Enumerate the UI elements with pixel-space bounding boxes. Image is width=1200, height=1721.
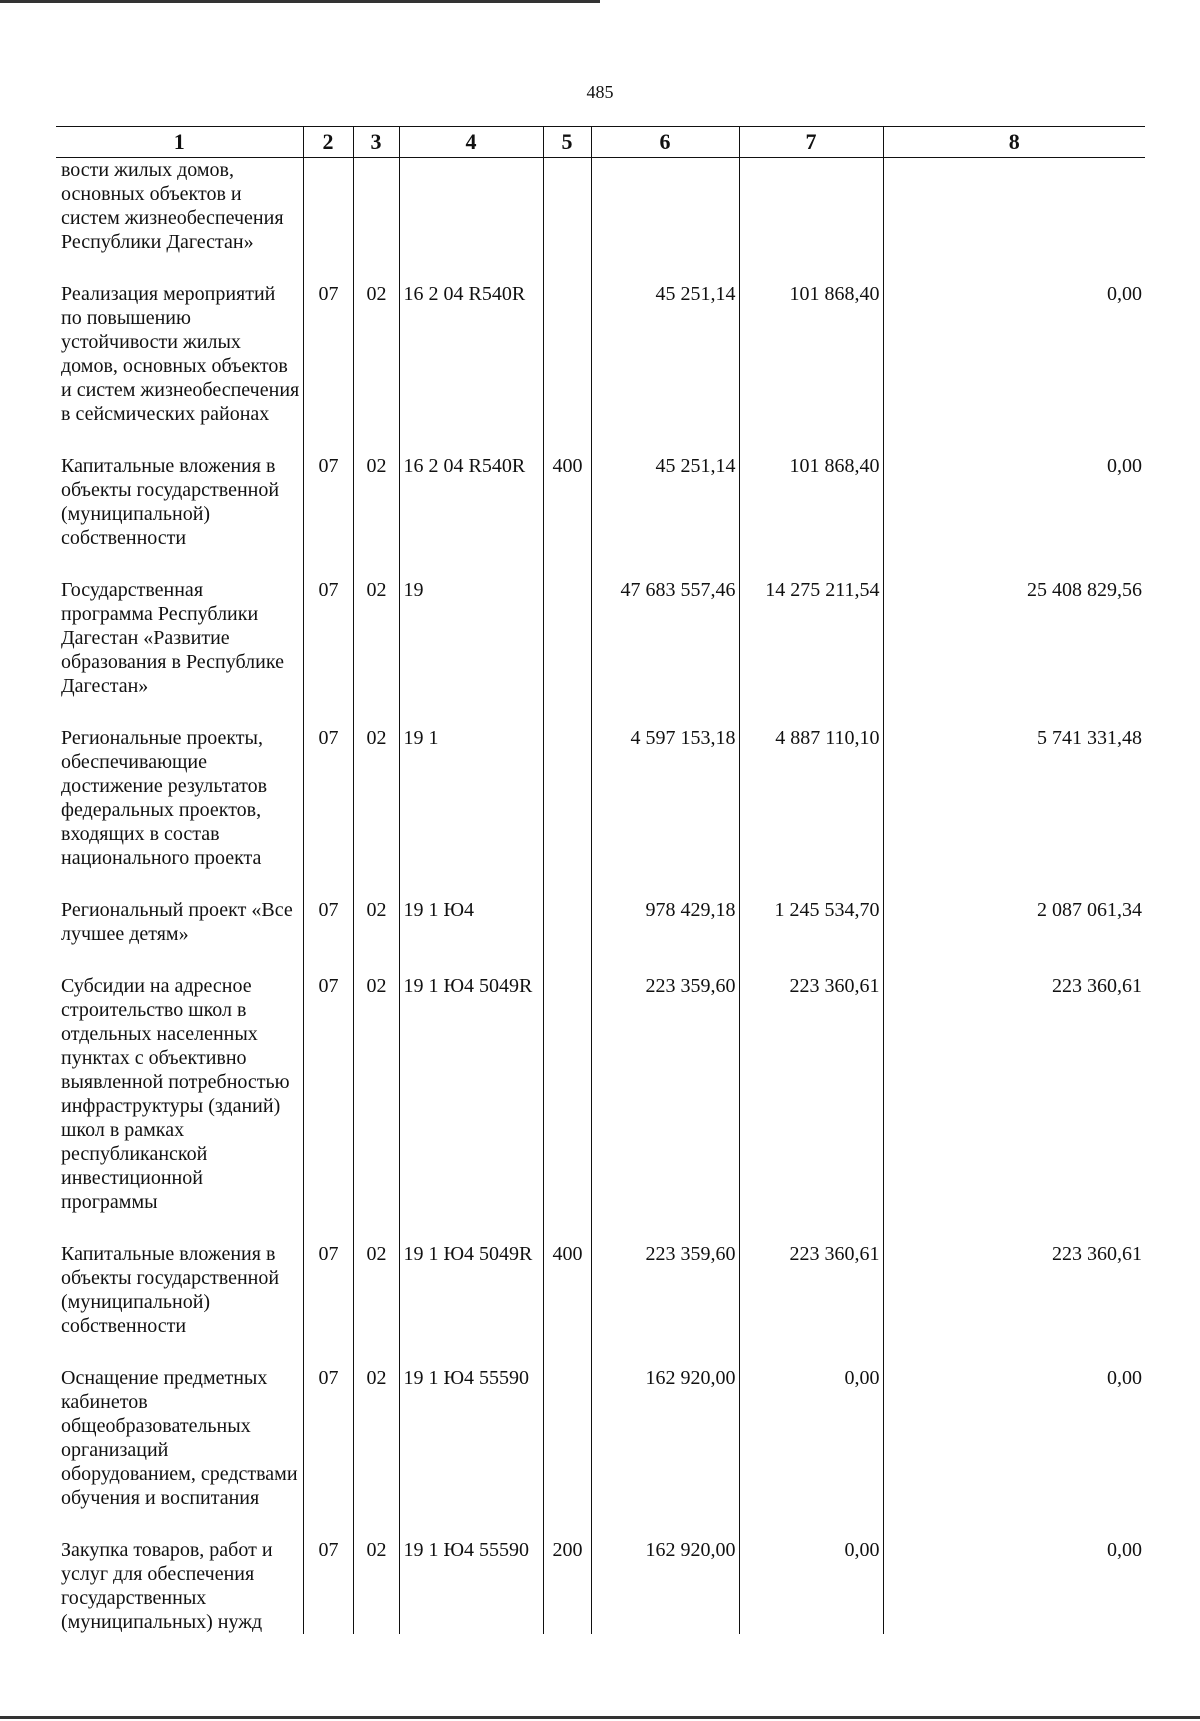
spacer-cell	[739, 698, 883, 726]
column-header-3: 3	[353, 127, 399, 158]
row-amount-col8: 2 087 061,34	[883, 898, 1145, 946]
spacer-cell	[399, 1338, 543, 1366]
spacer-cell	[591, 870, 739, 898]
spacer-cell	[353, 946, 399, 974]
spacer-cell	[543, 698, 591, 726]
row-spacer	[56, 1214, 1145, 1242]
spacer-cell	[739, 1338, 883, 1366]
table-row	[56, 974, 1145, 1214]
row-target-code: 19 1 Ю4 5049R	[399, 1242, 543, 1338]
spacer-cell	[543, 254, 591, 282]
spacer-cell	[739, 426, 883, 454]
spacer-cell	[399, 870, 543, 898]
spacer-cell	[353, 698, 399, 726]
row-spacer	[56, 550, 1145, 578]
row-section: 07	[303, 282, 353, 426]
row-spacer	[56, 870, 1145, 898]
column-header-4: 4	[399, 127, 543, 158]
row-amount-col7: 223 360,61	[739, 974, 883, 1214]
row-amount-col7: 0,00	[739, 1366, 883, 1510]
row-section: 07	[303, 726, 353, 870]
spacer-cell	[883, 870, 1145, 898]
row-section: 07	[303, 1242, 353, 1338]
table-row	[56, 158, 1145, 255]
row-expense-type: 400	[543, 454, 591, 550]
row-section: 07	[303, 1366, 353, 1510]
row-amount-col8: 0,00	[883, 454, 1145, 550]
spacer-cell	[591, 550, 739, 578]
spacer-cell	[353, 550, 399, 578]
row-subsection: 02	[353, 1538, 399, 1634]
table-body	[56, 158, 1145, 1635]
row-name: Субсидии на адресное строительство школ в отдельных населенных пунктах с объективно выявленной потребностью инфраструктуры (зданий) школ в рамках республиканской инвестиционной программы	[56, 974, 303, 1214]
column-header-1: 1	[56, 127, 303, 158]
page-number: 485	[586, 82, 614, 102]
row-target-code: 16 2 04 R540R	[399, 454, 543, 550]
spacer-cell	[543, 426, 591, 454]
row-spacer	[56, 1338, 1145, 1366]
row-amount-col7: 101 868,40	[739, 454, 883, 550]
row-target-code: 19	[399, 578, 543, 698]
row-name: Оснащение предметных кабинетов общеобразовательных организаций оборудованием, средствами обучения и воспитания	[56, 1366, 303, 1510]
spacer-cell	[399, 946, 543, 974]
spacer-cell	[739, 1510, 883, 1538]
row-amount-col7: 0,00	[739, 1538, 883, 1634]
row-spacer	[56, 426, 1145, 454]
row-amount-col8: 223 360,61	[883, 974, 1145, 1214]
column-header-2: 2	[303, 127, 353, 158]
spacer-cell	[303, 254, 353, 282]
row-name: Капитальные вложения в объекты государственной (муниципальной) собственности	[56, 454, 303, 550]
spacer-cell	[56, 1510, 303, 1538]
spacer-cell	[739, 946, 883, 974]
row-expense-type	[543, 974, 591, 1214]
spacer-cell	[739, 1214, 883, 1242]
row-amount-col6: 223 359,60	[591, 974, 739, 1214]
row-expense-type: 200	[543, 1538, 591, 1634]
row-amount-col8: 25 408 829,56	[883, 578, 1145, 698]
row-target-code: 16 2 04 R540R	[399, 282, 543, 426]
table-row	[56, 454, 1145, 550]
table-row	[56, 1538, 1145, 1634]
spacer-cell	[303, 1338, 353, 1366]
spacer-cell	[56, 1214, 303, 1242]
row-expense-type	[543, 158, 591, 255]
row-target-code: 19 1 Ю4 55590	[399, 1538, 543, 1634]
row-amount-col8: 0,00	[883, 1366, 1145, 1510]
spacer-cell	[543, 550, 591, 578]
spacer-cell	[591, 1214, 739, 1242]
row-subsection: 02	[353, 578, 399, 698]
spacer-cell	[883, 1214, 1145, 1242]
row-subsection	[353, 158, 399, 255]
spacer-cell	[739, 870, 883, 898]
column-header-7: 7	[739, 127, 883, 158]
row-section: 07	[303, 898, 353, 946]
row-target-code	[399, 158, 543, 255]
row-name: вости жилых домов, основных объектов и систем жизнеобеспечения Республики Дагестан»	[56, 158, 303, 255]
spacer-cell	[883, 550, 1145, 578]
row-amount-col7	[739, 158, 883, 255]
row-name: Закупка товаров, работ и услуг для обеспечения государственных (муниципальных) нужд	[56, 1538, 303, 1634]
row-expense-type	[543, 726, 591, 870]
row-target-code: 19 1 Ю4 5049R	[399, 974, 543, 1214]
row-name: Региональный проект «Все лучшее детям»	[56, 898, 303, 946]
spacer-cell	[303, 946, 353, 974]
row-amount-col6: 47 683 557,46	[591, 578, 739, 698]
spacer-cell	[883, 1338, 1145, 1366]
row-section: 07	[303, 974, 353, 1214]
spacer-cell	[543, 1338, 591, 1366]
spacer-cell	[56, 254, 303, 282]
row-section: 07	[303, 578, 353, 698]
header-row	[56, 127, 1145, 158]
row-section	[303, 158, 353, 255]
row-section: 07	[303, 1538, 353, 1634]
row-name: Государственная программа Республики Дагестан «Развитие образования в Республике Дагестан»	[56, 578, 303, 698]
scan-edge-top	[0, 0, 600, 3]
row-amount-col6: 4 597 153,18	[591, 726, 739, 870]
row-expense-type	[543, 898, 591, 946]
spacer-cell	[399, 550, 543, 578]
row-amount-col6: 162 920,00	[591, 1538, 739, 1634]
spacer-cell	[399, 254, 543, 282]
spacer-cell	[353, 1510, 399, 1538]
row-amount-col7: 1 245 534,70	[739, 898, 883, 946]
spacer-cell	[883, 946, 1145, 974]
spacer-cell	[543, 1214, 591, 1242]
row-spacer	[56, 254, 1145, 282]
row-target-code: 19 1 Ю4	[399, 898, 543, 946]
row-amount-col6	[591, 158, 739, 255]
spacer-cell	[303, 1214, 353, 1242]
spacer-cell	[591, 254, 739, 282]
spacer-cell	[353, 1214, 399, 1242]
row-spacer	[56, 946, 1145, 974]
row-amount-col8	[883, 158, 1145, 255]
table-row	[56, 1242, 1145, 1338]
spacer-cell	[883, 698, 1145, 726]
column-header-8: 8	[883, 127, 1145, 158]
spacer-cell	[56, 426, 303, 454]
spacer-cell	[56, 550, 303, 578]
row-amount-col8: 223 360,61	[883, 1242, 1145, 1338]
row-amount-col6: 223 359,60	[591, 1242, 739, 1338]
spacer-cell	[353, 870, 399, 898]
spacer-cell	[591, 1510, 739, 1538]
table-row	[56, 726, 1145, 870]
row-subsection: 02	[353, 974, 399, 1214]
spacer-cell	[591, 426, 739, 454]
row-amount-col7: 4 887 110,10	[739, 726, 883, 870]
spacer-cell	[399, 426, 543, 454]
spacer-cell	[56, 1338, 303, 1366]
row-target-code: 19 1 Ю4 55590	[399, 1366, 543, 1510]
row-amount-col6: 45 251,14	[591, 282, 739, 426]
spacer-cell	[303, 870, 353, 898]
row-amount-col8: 0,00	[883, 282, 1145, 426]
spacer-cell	[591, 698, 739, 726]
spacer-cell	[399, 1510, 543, 1538]
spacer-cell	[883, 1510, 1145, 1538]
table-row	[56, 282, 1145, 426]
row-subsection: 02	[353, 1242, 399, 1338]
spacer-cell	[739, 254, 883, 282]
budget-table	[56, 126, 1145, 1634]
spacer-cell	[591, 1338, 739, 1366]
row-expense-type	[543, 578, 591, 698]
row-name: Региональные проекты, обеспечивающие достижение результатов федеральных проектов, входящих в состав национального проекта	[56, 726, 303, 870]
table-row	[56, 898, 1145, 946]
row-expense-type: 400	[543, 1242, 591, 1338]
scan-edge-bottom	[0, 1716, 1200, 1719]
spacer-cell	[543, 1510, 591, 1538]
row-subsection: 02	[353, 1366, 399, 1510]
spacer-cell	[591, 946, 739, 974]
spacer-cell	[543, 946, 591, 974]
row-amount-col8: 0,00	[883, 1538, 1145, 1634]
table-row	[56, 1366, 1145, 1510]
row-subsection: 02	[353, 454, 399, 550]
row-spacer	[56, 698, 1145, 726]
row-amount-col6: 978 429,18	[591, 898, 739, 946]
row-target-code: 19 1	[399, 726, 543, 870]
spacer-cell	[56, 870, 303, 898]
spacer-cell	[739, 550, 883, 578]
row-subsection: 02	[353, 898, 399, 946]
column-header-5: 5	[543, 127, 591, 158]
row-amount-col6: 162 920,00	[591, 1366, 739, 1510]
row-section: 07	[303, 454, 353, 550]
row-subsection: 02	[353, 726, 399, 870]
spacer-cell	[56, 946, 303, 974]
spacer-cell	[353, 254, 399, 282]
spacer-cell	[303, 1510, 353, 1538]
spacer-cell	[399, 1214, 543, 1242]
row-spacer	[56, 1510, 1145, 1538]
spacer-cell	[353, 426, 399, 454]
spacer-cell	[303, 426, 353, 454]
spacer-cell	[303, 550, 353, 578]
row-amount-col7: 223 360,61	[739, 1242, 883, 1338]
row-amount-col7: 101 868,40	[739, 282, 883, 426]
spacer-cell	[883, 426, 1145, 454]
row-subsection: 02	[353, 282, 399, 426]
spacer-cell	[399, 698, 543, 726]
row-amount-col7: 14 275 211,54	[739, 578, 883, 698]
spacer-cell	[56, 698, 303, 726]
row-name: Капитальные вложения в объекты государственной (муниципальной) собственности	[56, 1242, 303, 1338]
row-name: Реализация мероприятий по повышению устойчивости жилых домов, основных объектов и систем жизнеобеспечения в сейсмических районах	[56, 282, 303, 426]
row-expense-type	[543, 1366, 591, 1510]
row-amount-col8: 5 741 331,48	[883, 726, 1145, 870]
spacer-cell	[303, 698, 353, 726]
row-expense-type	[543, 282, 591, 426]
spacer-cell	[543, 870, 591, 898]
row-amount-col6: 45 251,14	[591, 454, 739, 550]
spacer-cell	[883, 254, 1145, 282]
column-header-6: 6	[591, 127, 739, 158]
spacer-cell	[353, 1338, 399, 1366]
table-row	[56, 578, 1145, 698]
